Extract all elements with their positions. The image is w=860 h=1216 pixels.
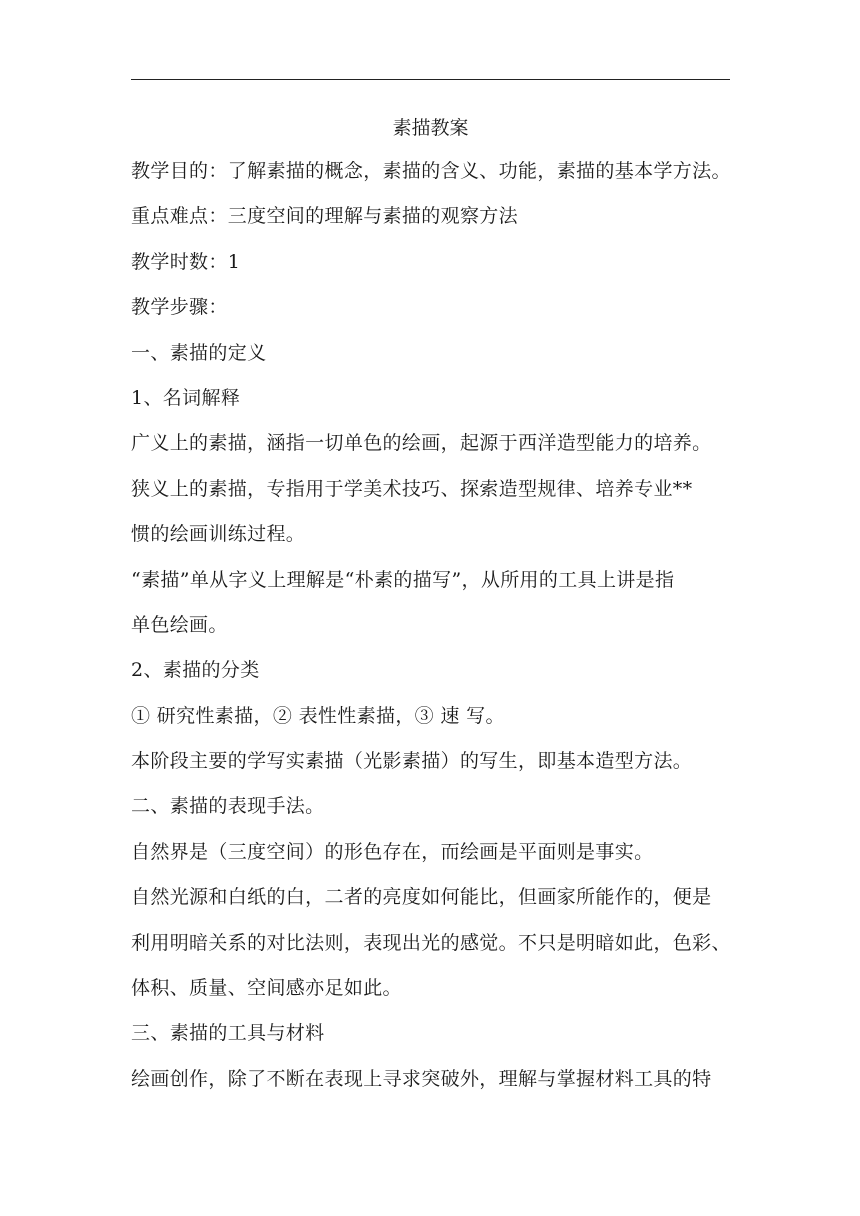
paragraph-line: 广义上的素描，涵指一切单色的绘画，起源于西洋造型能力的培养。	[131, 432, 712, 455]
objective-line: 教学目的：了解素描的概念，素描的含义、功能，素描的基本学方法。	[131, 160, 731, 182]
section-1-heading: 一、素描的定义	[131, 341, 267, 364]
classification-line: ① 研究性素描，② 表性性素描，③ 速 写。	[131, 704, 505, 727]
paragraph-line: “素描”单从字义上理解是“朴素的描写”，从所用的工具上讲是指	[131, 568, 675, 591]
paragraph-line: 利用明暗关系的对比法则，表现出光的感觉。不只是明暗如此，色彩、	[131, 931, 731, 954]
paragraph-line: 狭义上的素描，专指用于学美术技巧、探索造型规律、培养专业**	[131, 477, 693, 500]
subsection-1-heading: 1、名词解释	[131, 386, 241, 409]
paragraph-line: 本阶段主要的学写实素描（光影素描）的写生，即基本造型方法。	[131, 750, 693, 773]
document-body	[131, 157, 730, 1110]
teaching-steps-heading: 教学步骤：	[131, 296, 228, 319]
key-difficulty-line: 重点难点：三度空间的理解与素描的观察方法	[131, 205, 519, 228]
teaching-hours-line: 教学时数：1	[131, 250, 241, 273]
paragraph-line: 自然光源和白纸的白，二者的亮度如何能比，但画家所能作的，便是	[131, 886, 712, 909]
section-2-heading: 二、素描的表现手法。	[131, 795, 325, 818]
paragraph-line: 绘画创作，除了不断在表现上寻求突破外，理解与掌握材料工具的特	[131, 1067, 712, 1090]
paragraph-line: 惯的绘画训练过程。	[131, 523, 306, 546]
document-title: 素描教案	[392, 117, 469, 139]
section-3-heading: 三、素描的工具与材料	[131, 1022, 325, 1045]
paragraph-line: 体积、质量、空间感亦足如此。	[131, 977, 402, 1000]
subsection-2-heading: 2、素描的分类	[131, 659, 260, 682]
header-rule	[131, 79, 730, 80]
paragraph-line: 自然界是（三度空间）的形色存在，而绘画是平面则是事实。	[131, 840, 654, 863]
paragraph-line: 单色绘画。	[131, 613, 228, 636]
